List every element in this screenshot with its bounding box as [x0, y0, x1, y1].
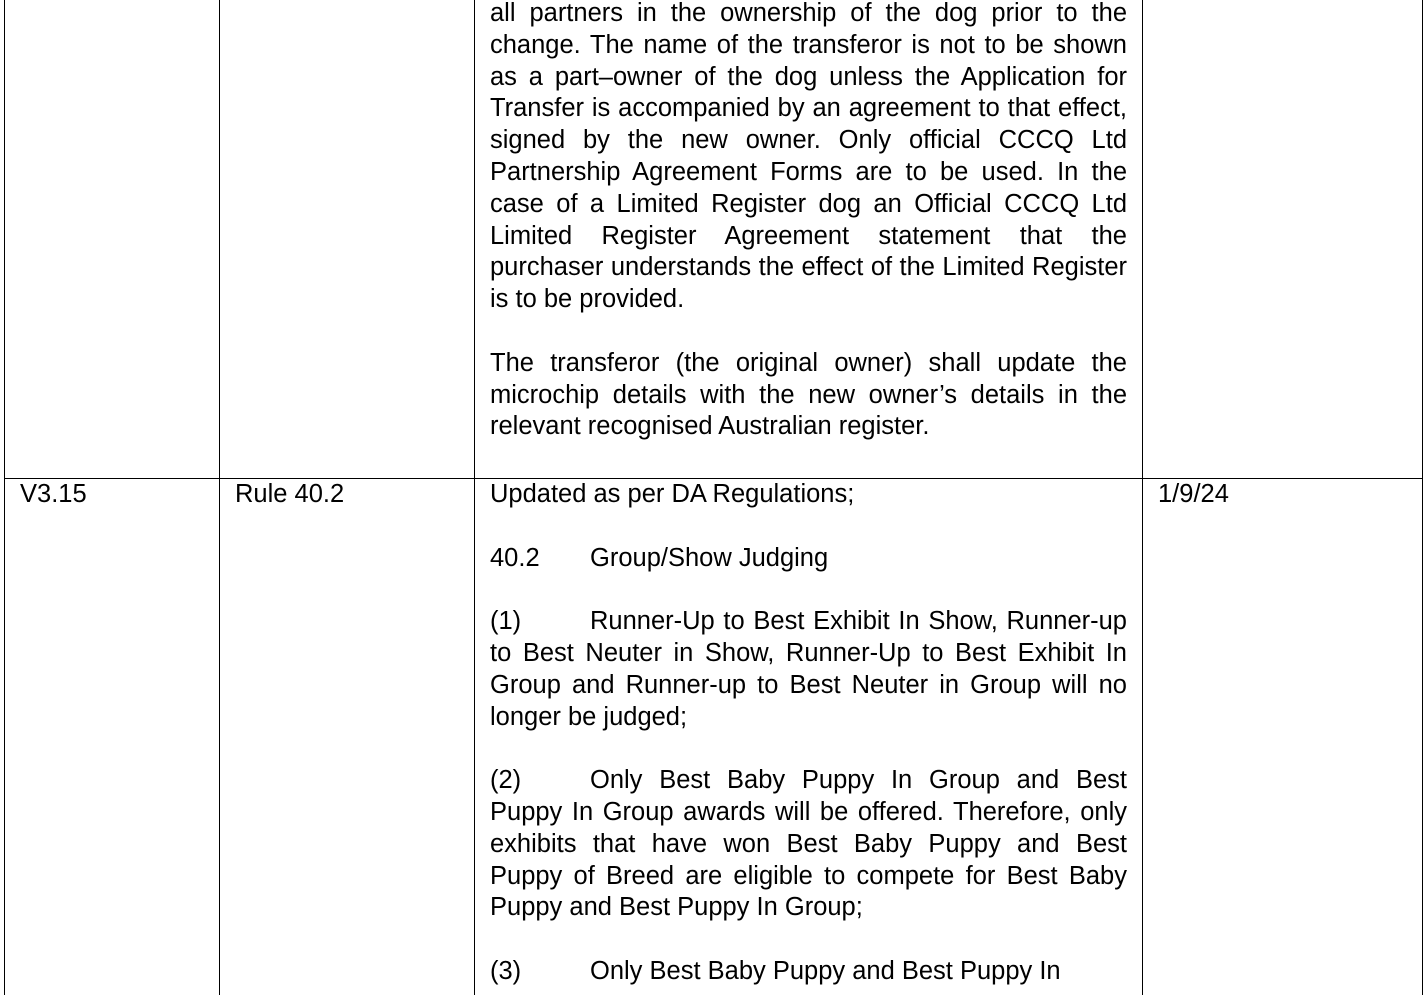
- table-row: [5, 0, 1423, 479]
- rule-heading: [490, 543, 1127, 575]
- description-intro: Updated as per DA Regulations;: [490, 480, 855, 508]
- list-item: [490, 956, 1127, 988]
- description-text: [475, 479, 1142, 988]
- list-item-text: Only Best Baby Puppy In Group and Best Puppy In Group awards will be offered. Therefore, only exhibits that have won Best Baby Puppy and Best Puppy of Breed are eligible to compete for Best Baby Puppy and Best Puppy In Group;: [490, 766, 1127, 922]
- date-text: 1/9/24: [1158, 480, 1229, 508]
- description-cell: [475, 479, 1143, 995]
- list-item-number: (3): [490, 956, 522, 985]
- list-item: [490, 606, 1127, 733]
- version-text: V3.15: [20, 480, 87, 508]
- description-cell: [475, 0, 1143, 479]
- description-text: [475, 0, 1142, 443]
- description-paragraph: all partners in the ownership of the dog prior to the change. The name of the transferor is not to be shown as a part–owner of the dog unless the Application for Transfer is accompanied by an agreement to that effect, signed by the new owner. Only official CCCQ Ltd Partnership Agreement Forms are to be used. In the case of a Limited Register dog an Official CCCQ Ltd Limited Register Agreement statement that the purchaser understands the effect of the Limited Register is to be provided.: [490, 0, 1127, 314]
- rule-text: Rule 40.2: [235, 480, 345, 508]
- rule-heading-number: 40.2: [490, 543, 540, 572]
- list-item-number: (1): [490, 607, 522, 636]
- revision-table: [4, 0, 1423, 995]
- list-item-text: Only Best Baby Puppy and Best Puppy In: [590, 956, 1061, 985]
- date-cell: [1143, 479, 1423, 995]
- rule-cell: [220, 0, 475, 479]
- description-paragraph: The transferor (the original owner) shall update the microchip details with the new owner’s details in the relevant recognised Australian register.: [490, 348, 1127, 441]
- version-cell: [5, 479, 220, 995]
- list-item: [490, 765, 1127, 924]
- rule-cell: [220, 479, 475, 995]
- table-row: [5, 479, 1423, 995]
- rule-heading-title: Group/Show Judging: [590, 543, 829, 572]
- version-cell: [5, 0, 220, 479]
- date-cell: [1143, 0, 1423, 479]
- list-item-number: (2): [490, 766, 522, 795]
- list-item-text: Runner-Up to Best Exhibit In Show, Runner-up to Best Neuter in Show, Runner-Up to Best Exhibit In Group and Runner-up to Best Neuter in Group will no longer be judged;: [490, 607, 1127, 731]
